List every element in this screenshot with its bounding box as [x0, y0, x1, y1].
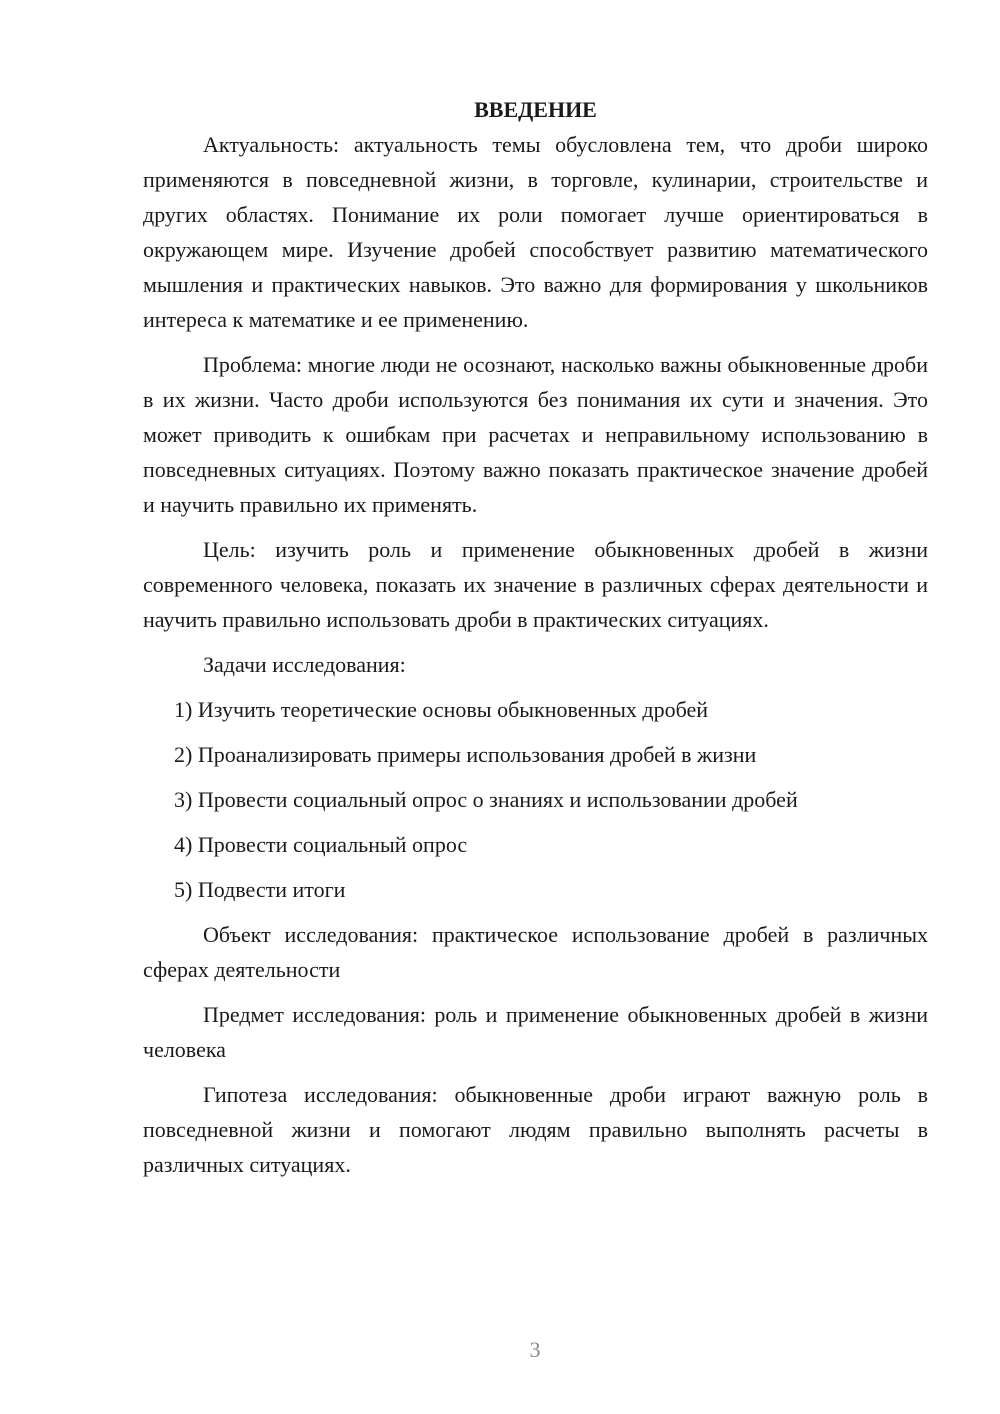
paragraph-subject: Предмет исследования: роль и применение обыкновенных дробей в жизни человека [143, 1002, 928, 1062]
paragraph-relevance: Актуальность: актуальность темы обусловлена тем, что дроби широко применяются в повседневной жизни, в торговле, кулинарии, строительстве и других областях. Понимание их роли помогает лучше ориентироваться в окружающем мире. Изучение дробей способствует развитию математического мышления и практических навыков. Это важно для формирования у школьников интереса к математике и ее применению. [143, 132, 928, 332]
task-item: 3) Провести социальный опрос о знаниях и использовании дробей [174, 787, 798, 812]
tasks-heading: Задачи исследования: [203, 652, 406, 677]
paragraph-problem: Проблема: многие люди не осознают, насколько важны обыкновенные дроби в их жизни. Часто дроби используются без понимания их сути и значения. Это может приводить к ошибкам при расчетах и неправильному использованию в повседневных ситуациях. Поэтому важно показать практическое значение дробей и научить правильно их применять. [143, 352, 928, 517]
task-item: 2) Проанализировать примеры использования дробей в жизни [174, 742, 757, 767]
section-title: ВВЕДЕНИЕ [474, 97, 597, 122]
page-number: 3 [529, 1337, 541, 1362]
paragraph-hypothesis: Гипотеза исследования: обыкновенные дроби играют важную роль в повседневной жизни и помогают людям правильно выполнять расчеты в различных ситуациях. [143, 1082, 928, 1177]
paragraph-goal: Цель: изучить роль и применение обыкновенных дробей в жизни современного человека, показать их значение в различных сферах деятельности и научить правильно использовать дроби в практических ситуациях. [143, 537, 928, 632]
paragraph-object: Объект исследования: практическое использование дробей в различных сферах деятельности [143, 922, 928, 982]
task-item: 5) Подвести итоги [174, 877, 346, 902]
task-item: 1) Изучить теоретические основы обыкновенных дробей [174, 697, 709, 722]
task-item: 4) Провести социальный опрос [174, 832, 468, 857]
page-content [143, 92, 928, 1182]
task-list [143, 692, 928, 907]
